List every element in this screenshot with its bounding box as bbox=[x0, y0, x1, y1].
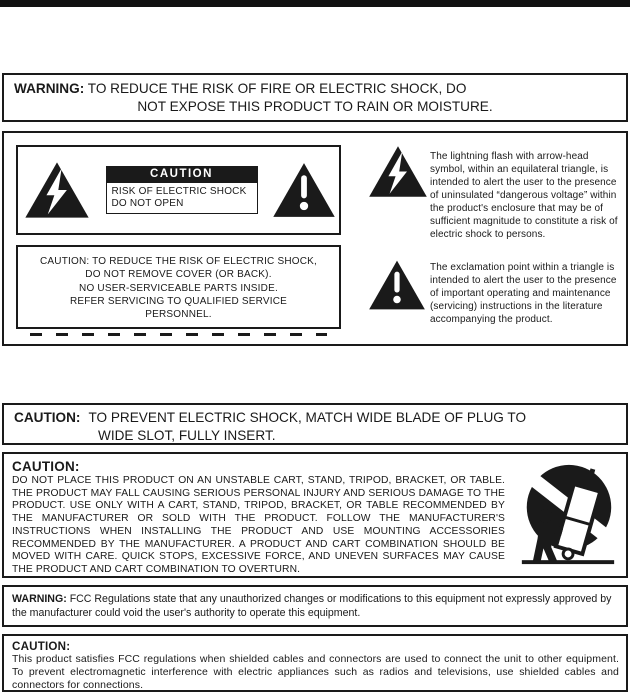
wide-blade-caution-box bbox=[2, 403, 628, 445]
fcc-warning-box bbox=[2, 585, 628, 627]
exclamation-triangle-icon bbox=[368, 257, 426, 313]
caution-line: CAUTION: TO REDUCE THE RISK OF ELECTRIC SHOCK, bbox=[39, 256, 318, 267]
cart-tipover-icon bbox=[517, 461, 619, 569]
shielded-caution-body: This product satisfies FCC regulations when shielded cables and connectors are used to connect the unit to other equipment. To prevent electromagnetic interference with electric appliances such as radios and televisions, use shielded cables and connectors for connections. bbox=[12, 653, 619, 691]
warning-label: WARNING: bbox=[14, 81, 85, 96]
cart-caution-body: DO NOT PLACE THIS PRODUCT ON AN UNSTABLE CART, STAND, TRIPOD, BRACKET, OR TABLE. THE PRODUCT MAY FALL CAUSING SERIOUS PERSONAL INJURY AND SERIOUS DAMAGE TO THE PRODUCT. USE ONLY WITH A CART, STAND, TRIPOD, BRACKET, OR TABLE RECOMMENDED BY THE MANUFACTURER OR SOLD WITH THE PRODUCT. FOLLOW THE MANUFACTURER'S INSTRUCTIONS WHEN INSTALLING THE PRODUCT AND USE MOUNTING ACCESSORIES RECOMMENDED BY THE MANUFACTURER. A PRODUCT AND CART COMBINATION SHOULD BE MOVED WITH CARE. QUICK STOPS, EXCESSIVE FORCE, AND UNEVEN SURFACES MAY CAUSE THE PRODUCT AND CART COMBINATION TO OVERTURN. bbox=[12, 475, 505, 575]
shielded-caution-text bbox=[4, 636, 626, 691]
lightning-symbol-explanation: The lightning flash with arrow-head symbol, within an equilateral triangle, is intended to alert the user to the presence of uninsulated “dangerous voltage” within the product's enclosure that may be of sufficient magnitude to constitute a risk of electric shock to persons. bbox=[430, 151, 618, 240]
blade-line-1: CAUTION: TO PREVENT ELECTRIC SHOCK, MATCH WIDE BLADE OF PLUG TO bbox=[14, 410, 527, 425]
page-top-rule bbox=[0, 0, 630, 7]
electric-shock-section-box bbox=[2, 131, 628, 346]
exclamation-symbol-explanation: The exclamation point within a triangle is intended to alert the user to the presence of important operating and maintenance (servicing) instructions in the literature accompanying the product. bbox=[430, 262, 617, 325]
warning-label: WARNING: bbox=[12, 593, 67, 605]
warning-line-2: NOT EXPOSE THIS PRODUCT TO RAIN OR MOISTURE. bbox=[137, 99, 493, 114]
caution-plate bbox=[106, 166, 258, 215]
cart-caution-text bbox=[4, 454, 509, 576]
caution-line: PERSONNEL. bbox=[145, 309, 212, 321]
exclamation-triangle-icon bbox=[272, 161, 336, 219]
cart-caution-box bbox=[2, 452, 628, 578]
caution-label: CAUTION: bbox=[12, 640, 71, 653]
cart-icon-area bbox=[509, 454, 626, 576]
dashed-rule bbox=[30, 333, 327, 336]
fcc-warning-text: WARNING: FCC Regulations state that any unauthorized changes or modifications to this equipment not expressly approved by the manufacturer could void the user's authority to operate this equipment. bbox=[12, 593, 612, 619]
shock-hazard-label-box bbox=[16, 145, 341, 235]
rain-moisture-warning-box bbox=[2, 73, 628, 122]
caution-label: CAUTION: bbox=[12, 459, 80, 474]
lightning-triangle-icon bbox=[22, 161, 92, 219]
caution-label: CAUTION: bbox=[14, 410, 81, 425]
shock-caution-text-box bbox=[16, 245, 341, 329]
caution-plate-body: RISK OF ELECTRIC SHOCK DO NOT OPEN bbox=[106, 182, 258, 215]
lightning-triangle-icon bbox=[368, 145, 428, 198]
caution-plate-header: CAUTION bbox=[106, 166, 258, 182]
shielded-cables-caution-box bbox=[2, 634, 628, 692]
blade-line-2: WIDE SLOT, FULLY INSERT. bbox=[98, 427, 276, 443]
caution-line: NO USER-SERVICEABLE PARTS INSIDE. bbox=[79, 282, 278, 294]
caution-line: DO NOT REMOVE COVER (OR BACK). bbox=[85, 269, 272, 281]
caution-line: REFER SERVICING TO QUALIFIED SERVICE bbox=[69, 295, 288, 307]
warning-line-1: WARNING: TO REDUCE THE RISK OF FIRE OR ELECTRIC SHOCK, DO bbox=[14, 81, 467, 96]
